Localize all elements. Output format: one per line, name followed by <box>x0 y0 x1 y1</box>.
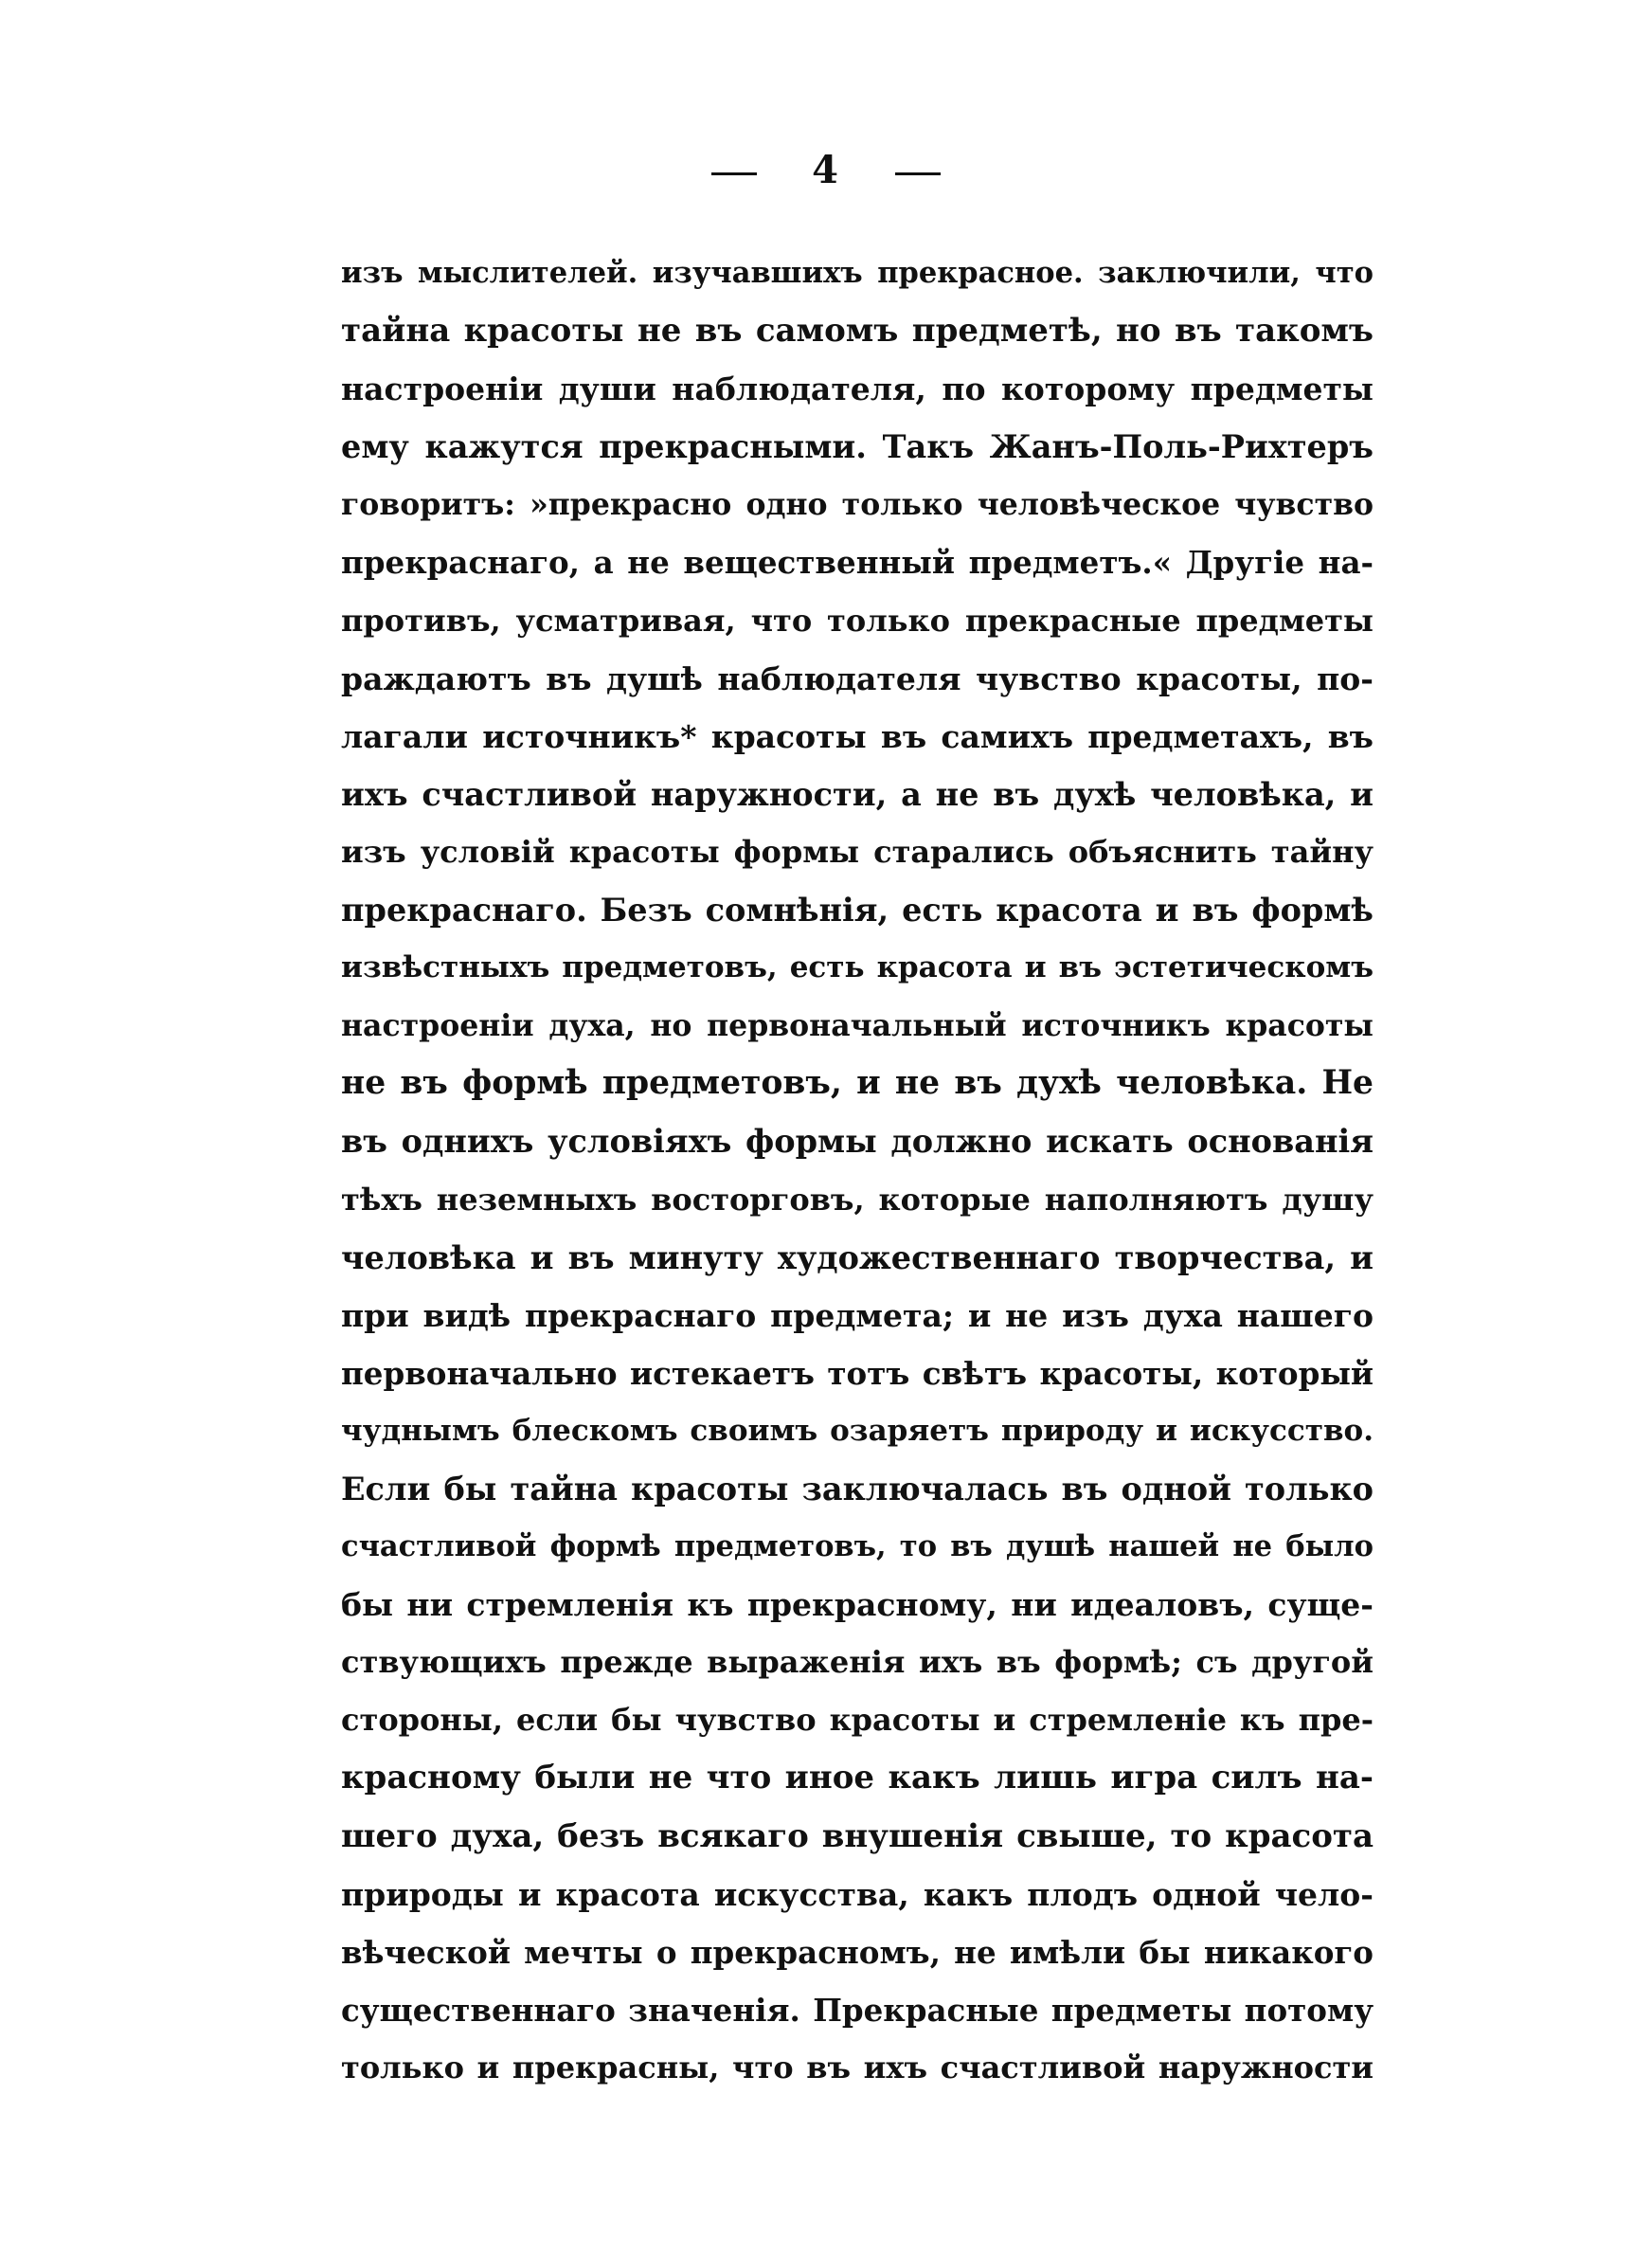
text-line: красному были не что иное какъ лишь игра силъ на- <box>341 1759 1374 1797</box>
text-line: ствующихъ прежде выраженія ихъ въ формѣ; съ другой <box>341 1644 1374 1681</box>
text-line: первоначально истекаетъ тотъ свѣтъ красоты, который <box>341 1354 1374 1392</box>
text-line: говоритъ: »прекрасно одно только человѣческое чувство <box>341 487 1374 523</box>
text-line: Если бы тайна красоты заключалась въ одной только <box>341 1470 1374 1508</box>
page-number-header <box>0 142 1652 199</box>
text-line: изъ мыслителей. изучавшихъ прекрасное. заключили, что <box>341 256 1374 290</box>
text-line: бы ни стремленія къ прекрасному, ни идеаловъ, суще- <box>341 1586 1374 1624</box>
text-line: настроеніи души наблюдателя, по которому предметы <box>341 370 1374 408</box>
text-line: раждаютъ въ душѣ наблюдателя чувство красоты, по- <box>341 659 1374 697</box>
text-line: лагали источникъ* красоты въ самихъ предметахъ, въ <box>341 717 1374 755</box>
text-line: въ однихъ условіяхъ формы должно искать основанія <box>341 1123 1374 1161</box>
right-dash <box>895 172 941 175</box>
text-line: настроеніи духа, но первоначальный источникъ красоты <box>341 1008 1374 1044</box>
text-line: противъ, усматривая, что только прекрасные предметы <box>341 602 1374 639</box>
text-line: шего духа, безъ всякаго внушенія свыше, то красота <box>341 1816 1374 1855</box>
text-line: чуднымъ блескомъ своимъ озаряетъ природу и искусство. <box>341 1413 1374 1448</box>
text-line: человѣка и въ минуту художественнаго творчества, и <box>341 1238 1374 1276</box>
text-line: извѣстныхъ предметовъ, есть красота и въ эстетическомъ <box>341 950 1374 985</box>
text-line: тѣхъ неземныхъ восторговъ, которые наполняютъ душу <box>341 1181 1374 1218</box>
text-line: ему кажутся прекрасными. Такъ Жанъ-Поль-Рихтеръ <box>341 428 1374 466</box>
text-line: не въ формѣ предметовъ, и не въ духѣ человѣка. Не <box>341 1064 1374 1103</box>
text-line: изъ условій красоты формы старались объяснить тайну <box>341 833 1374 870</box>
text-line: тайна красоты не въ самомъ предметѣ, но въ такомъ <box>341 312 1374 351</box>
text-line: прекраснаго. Безъ сомнѣнія, есть красота и въ формѣ <box>341 892 1374 930</box>
text-line: ихъ счастливой наружности, а не въ духѣ человѣка, и <box>341 775 1374 813</box>
text-line: существеннаго значенія. Прекрасные предметы потому <box>341 1991 1374 2029</box>
page-number: 4 <box>812 148 840 192</box>
text-line: прекраснаго, а не вещественный предметъ.« Другіе на- <box>341 544 1374 582</box>
text-line: природы и красота искусства, какъ плодъ одной чело- <box>341 1875 1374 1913</box>
text-line: стороны, если бы чувство красоты и стремленіе къ пре- <box>341 1702 1374 1739</box>
text-line: при видѣ прекраснаго предмета; и не изъ духа нашего <box>341 1296 1374 1334</box>
text-line: счастливой формѣ предметовъ, то въ душѣ нашей не было <box>341 1529 1374 1564</box>
text-line: вѣческой мечты о прекрасномъ, не имѣли бы никакого <box>341 1933 1374 1971</box>
text-body <box>341 244 1374 2097</box>
text-line: только и прекрасны, что въ ихъ счастливой наружности <box>341 2049 1374 2085</box>
left-dash <box>711 172 757 175</box>
